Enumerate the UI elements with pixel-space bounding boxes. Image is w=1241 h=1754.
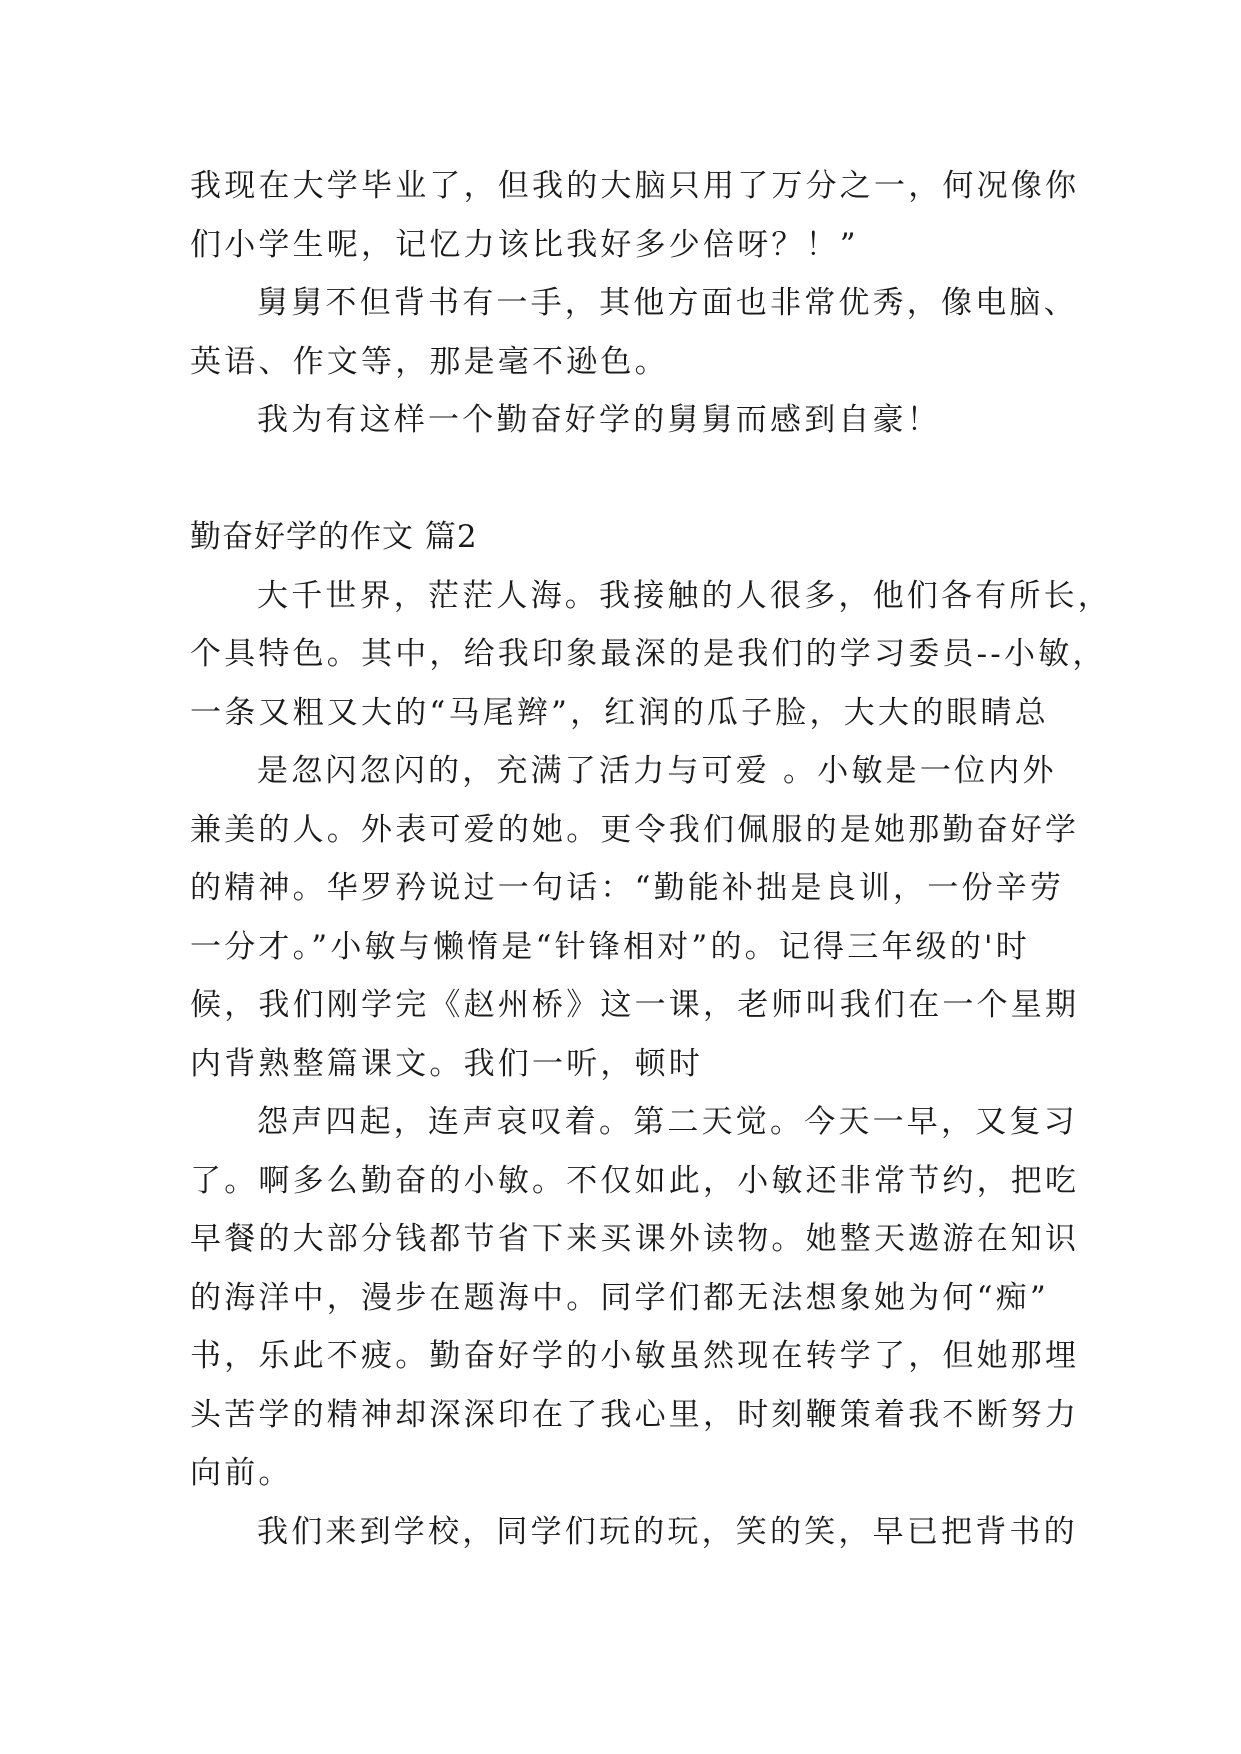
text-line: 了。啊多么勤奋的小敏。不仅如此，小敏还非常节约，把吃: [190, 1163, 1080, 1199]
text-line: 的精神。华罗矜说过一句话：“勤能补拙是良训，一份辛劳: [190, 870, 1065, 906]
paragraph-start-line: 我为有这样一个勤奋好学的舅舅而感到自豪！: [257, 402, 941, 438]
paragraph-start-line: 舅舅不但背书有一手，其他方面也非常优秀，像电脑、: [257, 285, 1078, 321]
text-line: 头苦学的精神却深深印在了我心里，时刻鞭策着我不断努力: [190, 1397, 1080, 1433]
text-line: 个具特色。其中，给我印象最深的是我们的学习委员--小敏，: [190, 636, 1107, 672]
text-line: 我现在大学毕业了，但我的大脑只用了万分之一，何况像你: [190, 168, 1080, 204]
text-line: 内背熟整篇课文。我们一听，顿时: [190, 1046, 703, 1082]
text-line: 早餐的大部分钱都节省下来买课外读物。她整天遨游在知识: [190, 1221, 1080, 1257]
paragraph-start-line: 是忽闪忽闪的，充满了活力与可爱 。小敏是一位内外: [257, 753, 1057, 789]
text-line: 一条又粗又大的“马尾辫”，红润的瓜子脸，大大的眼睛总: [190, 695, 1049, 731]
section-heading: 勤奋好学的作文 篇2: [190, 519, 478, 555]
paragraph-start-line: 怨声四起，连声哀叹着。第二天觉。今天一早，又复习: [257, 1104, 1078, 1140]
text-line: 书，乐此不疲。勤奋好学的小敏虽然现在转学了，但她那埋: [190, 1338, 1080, 1374]
text-line: 向前。: [190, 1455, 293, 1491]
text-line: 候，我们刚学完《赵州桥》这一课，老师叫我们在一个星期: [190, 987, 1080, 1023]
text-line: 一分才。”小敏与懒惰是“针锋相对”的。记得三年级的'时: [190, 929, 1030, 965]
text-line: 们小学生呢，记忆力该比我好多少倍呀？！”: [190, 227, 859, 263]
paragraph-start-line: 我们来到学校，同学们玩的玩，笑的笑，早已把背书的: [257, 1514, 1078, 1550]
text-line: 兼美的人。外表可爱的她。更令我们佩服的是她那勤奋好学: [190, 812, 1080, 848]
text-line: 英语、作文等，那是毫不逊色。: [190, 344, 669, 380]
text-line: 的海洋中，漫步在题海中。同学们都无法想象她为何“痴”: [190, 1280, 1049, 1316]
paragraph-start-line: 大千世界，茫茫人海。我接触的人很多，他们各有所长，: [257, 578, 1112, 614]
